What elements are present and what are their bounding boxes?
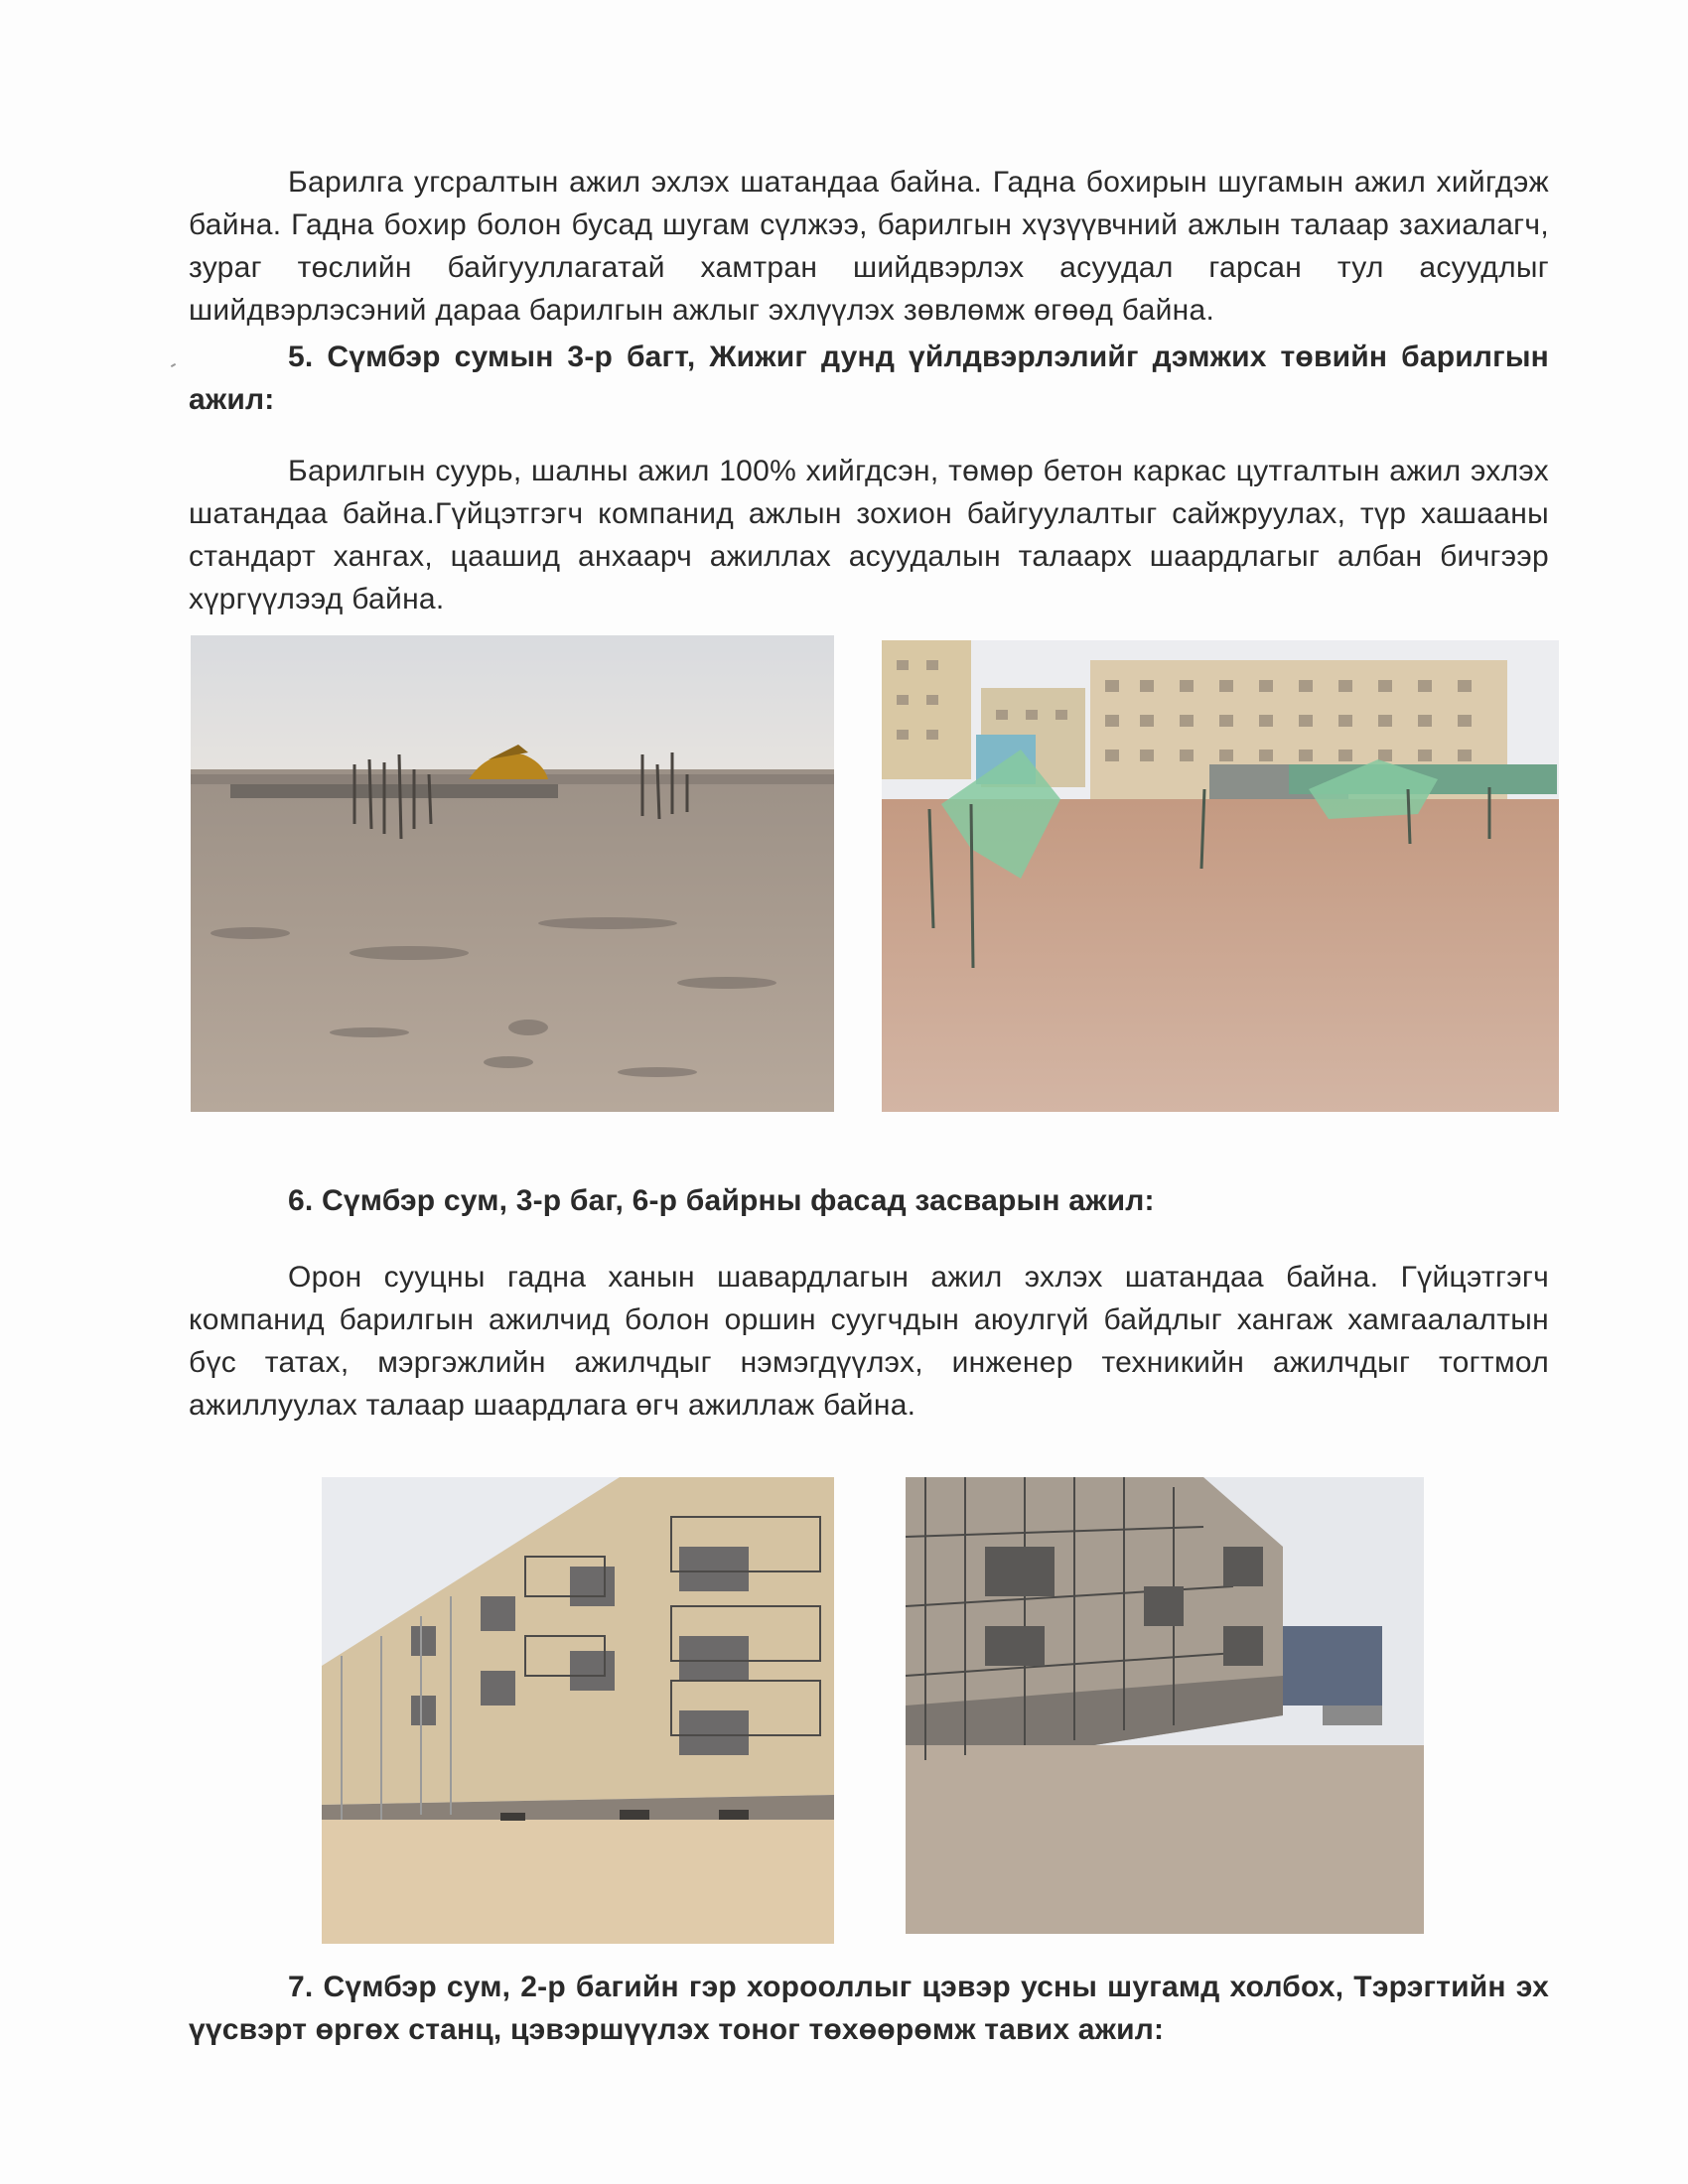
section-5-heading: 5. Сүмбэр сумын 3-р багт, Жижиг дунд үйлдвэрлэлийг дэмжих төвийн барилгын ажил: bbox=[189, 341, 1549, 416]
section-5-body: Барилгын суурь, шалны ажил 100% хийгдсэн, төмөр бетон каркас цутгалтын ажил эхлэх шатандаа байна.Гүйцэтгэгч компанид ажлын зохион байгуулалтыг сайжруулах, түр хашааны стандарт хангах, цаашид анхаарч ажиллах асуудалын талаарх шаардлагыг албан бичгээр хүргүүлээд байна. bbox=[189, 455, 1549, 615]
section-6-body: Орон сууцны гадна ханын шавардлагын ажил эхлэх шатандаа байна. Гүйцэтгэгч компанид барилгын ажилчид болон оршин суугчдын аюулгүй байдлыг хангаж хамгаалалтын бүс татах, мэргэжлийн ажилчдыг нэмэгдүүлэх, инженер техникийн ажилчдыг тогтмол ажиллуулах талаар шаардлага өгч ажиллаж байна. bbox=[189, 1261, 1549, 1422]
photo-building-scaffolding bbox=[906, 1477, 1424, 1934]
section-6-heading: 6. Сүмбэр сум, 3-р баг, 6-р байрны фасад засварын ажил: bbox=[288, 1184, 1155, 1217]
intro-paragraph: Барилга угсралтын ажил эхлэх шатандаа байна. Гадна бохирын шугамын ажил хийгдэж байна. Гадна бохир болон бусад шугам сүлжээ, барилгын хүзүүвчний ажлын талаар захиалагч, зураг төслийн байгууллагатай хамтран шийдвэрлэх асуудал гарсан тул асуудлыг шийдвэрлэсэний дараа барилгын ажлыг эхлүүлэх зөвлөмж өгөөд байна. bbox=[189, 166, 1549, 327]
photo-construction-foundation-site bbox=[191, 635, 834, 1112]
section-7-heading: 7. Сүмбэр сум, 2-р багийн гэр хорооллыг цэвэр усны шугамд холбох, Тэрэгтийн эх үүсвэрт өргөх станц, цэвэршүүлэх тоног төхөөрөмж тавих ажил: bbox=[189, 1971, 1549, 2046]
scan-speck bbox=[171, 363, 176, 367]
photo-site-fence-green-net bbox=[882, 640, 1559, 1112]
photo-building-facade-balconies bbox=[322, 1477, 834, 1944]
